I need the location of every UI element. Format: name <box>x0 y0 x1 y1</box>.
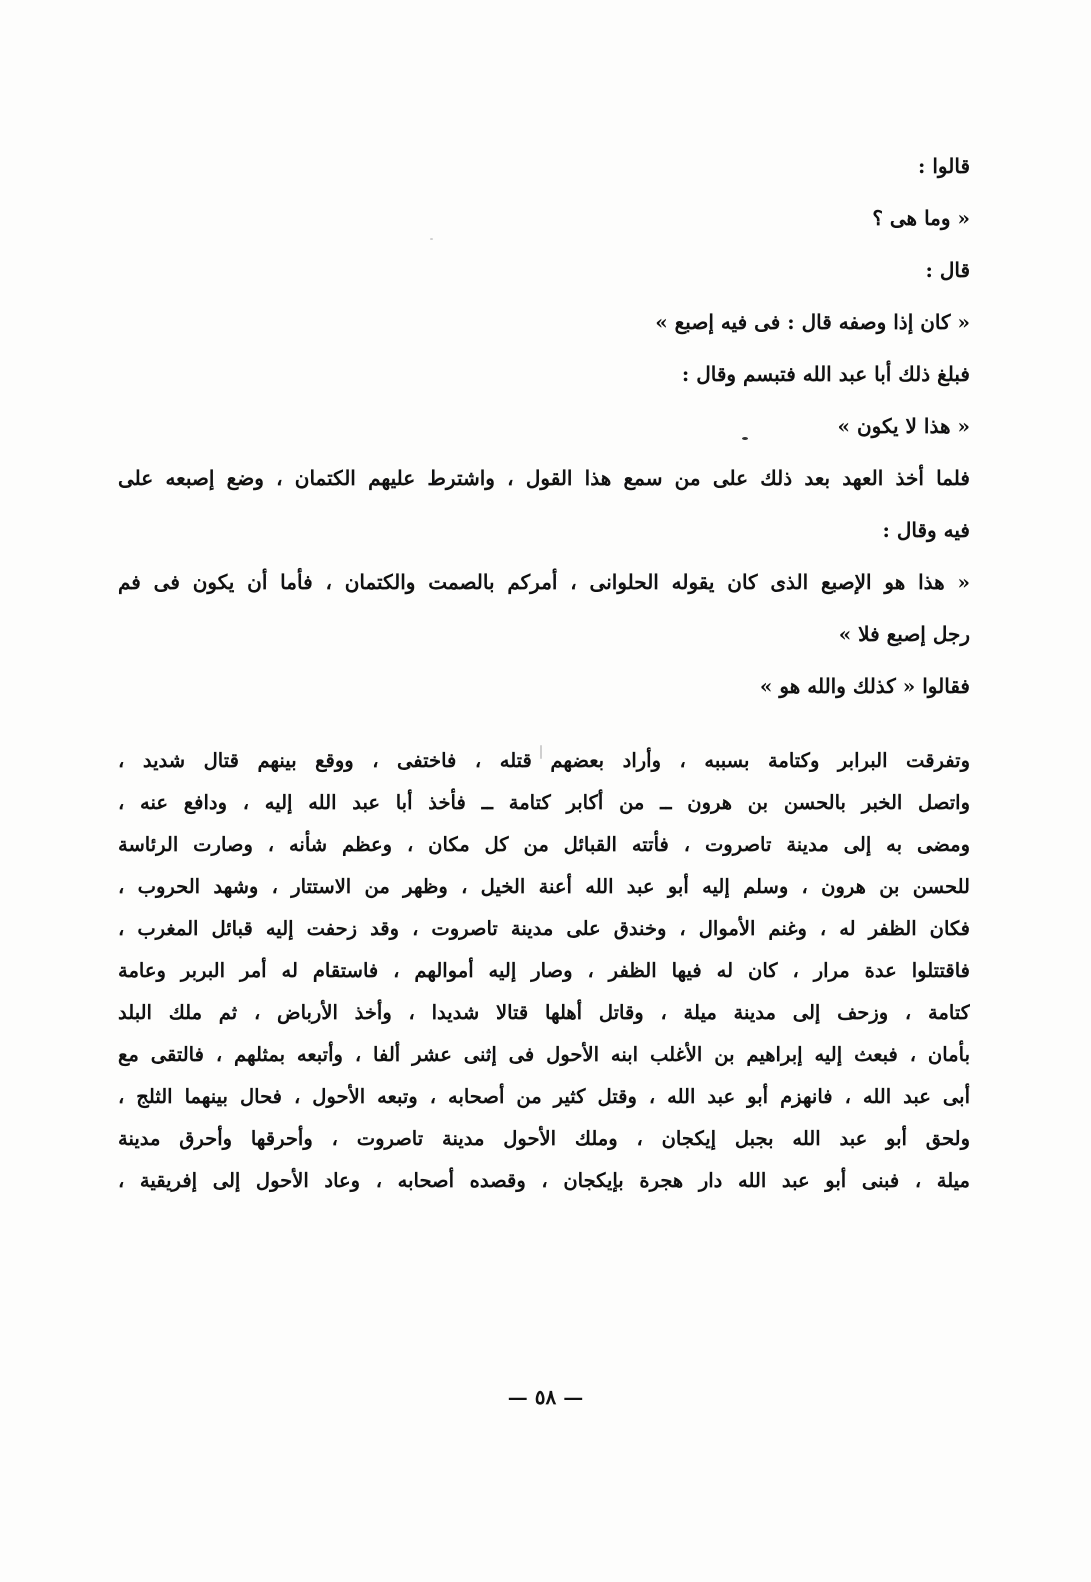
text-line: قالوا : <box>918 154 970 178</box>
text-line: « وما هى ؟ <box>872 206 970 230</box>
page-number: — ٥٨ — <box>507 1385 584 1409</box>
text-line: « كان إذا وصفه قال : فى فيه إصبع » <box>655 310 970 334</box>
paragraph-line: فكان الظفر له ، وغنم الأموال ، وخندق على مدينة تاصروت ، وقد زحفت إليه قبائل المغرب ، <box>118 917 970 940</box>
text-line: فبلغ ذلك أبا عبد الله فتبسم وقال : <box>681 362 970 386</box>
paragraph-line: ومضى به إلى مدينة تاصروت ، فأتته القبائل من كل مكان ، وعظم شأنه ، وصارت الرئاسة <box>118 833 970 856</box>
paragraph-line: وتفرقت البرابر وكتامة بسببه ، وأراد بعضهم قتله ، فاختفى ، ووقع بينهم قتال شديد ، <box>118 749 970 772</box>
paragraph-line: واتصل الخبر بالحسن بن هرون ــ من أكابر كتامة ــ فأخذ أبا عبد الله إليه ، ودافع عنه ، <box>118 791 970 814</box>
text-line: فلما أخذ العهد بعد ذلك على من سمع هذا القول ، واشترط عليهم الكتمان ، وضع إصبعه على <box>118 466 970 490</box>
text-line: « هذا هو الإصبع الذى كان يقوله الحلوانى ، أمركم بالصمت والكتمان ، فأما أن يكون فى فم <box>118 570 970 594</box>
text-line: « هذا لا يكون » <box>837 414 970 438</box>
paragraph-line: بأمان ، فبعث إليه إبراهيم بن الأغلب ابنه الأحول فى إثنى عشر ألفا ، وأتبعه بمثلهم ، فالتقى مع <box>118 1043 970 1066</box>
text-line: فيه وقال : <box>882 518 970 542</box>
paragraph-line: للحسن بن هرون ، وسلم إليه أبو عبد الله أعنة الخيل ، وظهر من الاستتار ، وشهد الحروب ، <box>118 875 970 898</box>
paragraph-line: ولحق أبو عبد الله بجبل إيكجان ، وملك الأحول مدينة تاصروت ، وأحرقها وأحرق مدينة <box>118 1127 970 1150</box>
paragraph-line: فاقتتلوا عدة مرار ، كان له فيها الظفر ، وصار إليه أموالهم ، فاستقام له أمر البربر وعامة <box>118 959 970 982</box>
paragraph-gap <box>118 712 970 740</box>
text-line: فقالوا « كذلك والله هو » <box>759 674 970 698</box>
paragraph-line: ميلة ، فبنى أبو عبد الله دار هجرة بإيكجان ، وقصده أصحابه ، وعاد الأحول إلى إفريقية ، <box>118 1169 970 1192</box>
text-line: قال : <box>925 258 970 282</box>
main-text <box>118 140 970 1202</box>
paragraph-line: أبى عبد الله ، فانهزم أبو عبد الله ، وقتل كثير من أصحابه ، وتبعه الأحول ، فحال بينهما الثلج ، <box>118 1085 970 1108</box>
paragraph-line: كتامة ، وزحف إلى مدينة ميلة ، وقاتل أهلها قتالا شديدا ، وأخذ الأرباض ، ثم ملك البلد <box>118 1001 970 1024</box>
text-line: رجل إصبع فلا » <box>838 622 970 646</box>
narrative-paragraph <box>118 740 970 1202</box>
